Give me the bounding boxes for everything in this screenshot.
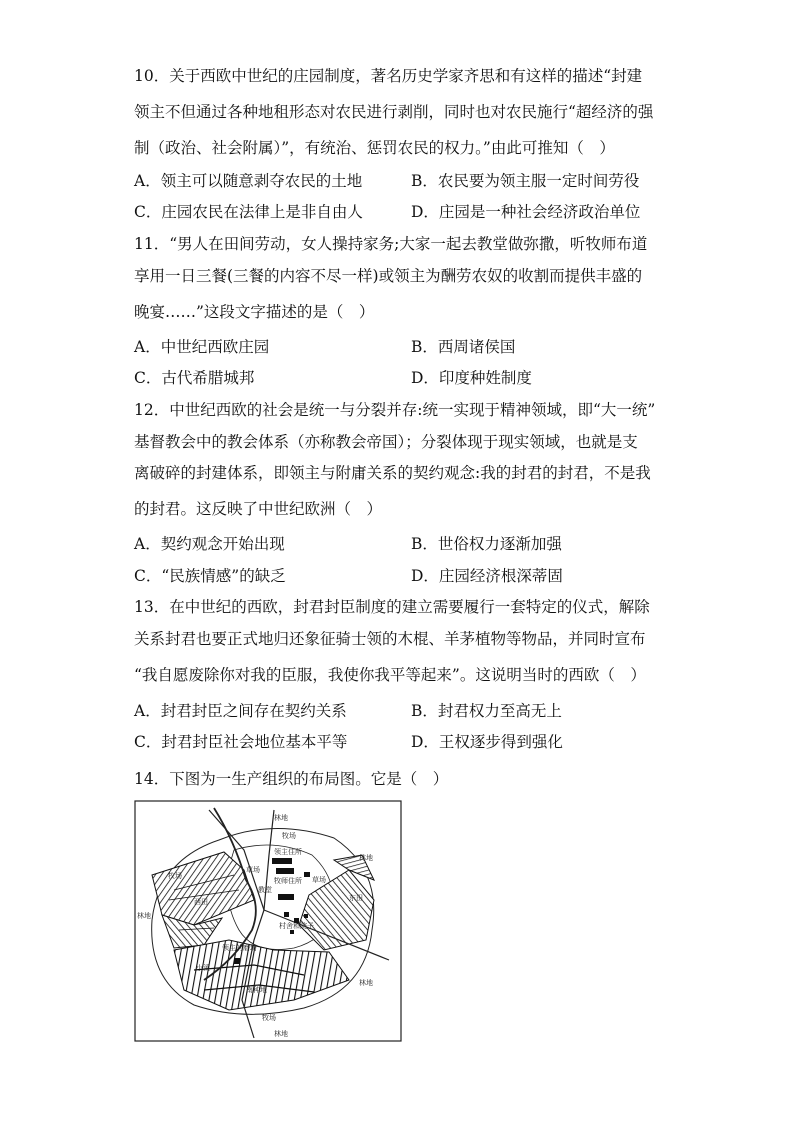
q12-option-a[interactable]: A．契约观念开始出现	[134, 535, 285, 553]
label-pasture-left: 牧场	[168, 872, 182, 880]
q13-option-c[interactable]: C．封君封臣社会地位基本平等	[134, 733, 348, 751]
label-forest-right: 林地	[359, 854, 373, 862]
church	[278, 894, 294, 900]
label-village: 村舍和院子	[279, 922, 314, 930]
cottage-4	[290, 930, 294, 934]
label-forest-bottom-right: 林地	[359, 979, 373, 987]
manor-layout-map	[134, 800, 404, 1044]
q10-option-a[interactable]: A．领主可以随意剥夺农民的土地	[134, 172, 363, 190]
mill	[234, 958, 240, 964]
label-pasture-bottom: 牧场	[262, 1014, 276, 1022]
q13-stem-line2: 关系封君也要正式地归还象征骑士领的木棍、羊茅植物等物品，并同时宣布	[134, 630, 646, 648]
cottage-1	[284, 912, 289, 917]
q10-stem-line2: 领主不但通过各种地租形态对农民进行剥削，同时也对农民施行“超经济的强	[134, 103, 654, 121]
q11-option-d[interactable]: D．印度种姓制度	[411, 369, 532, 387]
q11-stem-line1: 11．“男人在田间劳动，女人操持家务;大家一起去教堂做弥撒，听牧师布道	[134, 235, 648, 253]
label-east-field: 东田	[349, 894, 363, 902]
q10-option-d[interactable]: D．庄园是一种社会经济政治单位	[411, 203, 641, 221]
q12-option-d[interactable]: D．庄园经济根深蒂固	[411, 567, 563, 585]
q11-option-a[interactable]: A．中世纪西欧庄园	[134, 338, 270, 356]
q13-stem-line1: 13．在中世纪的西欧，封君封臣制度的建立需要履行一套特定的仪式，解除	[134, 598, 650, 616]
label-south-field: 南种地	[246, 986, 267, 994]
q11-option-c[interactable]: C．古代希腊城邦	[134, 369, 255, 387]
q10-option-b[interactable]: B．农民要为领主服一定时间劳役	[411, 172, 640, 190]
q10-stem-line1: 10．关于西欧中世纪的庄园制度，著名历史学家齐思和有这样的描述“封建	[134, 67, 643, 85]
q13-option-d[interactable]: D．王权逐步得到强化	[411, 733, 563, 751]
q12-stem-line2: 基督教会中的教会体系（亦称教会帝国）；分裂体现于现实领域，也就是支	[134, 433, 638, 451]
label-forest-top: 林地	[274, 814, 288, 822]
q12-stem-line3: 离破碎的封建体系，即领主与附庸关系的契约观念:我的封君的封君，不是我	[134, 464, 651, 482]
q13-stem-line3: “我自愿废除你对我的臣服，我使你我平等起来”。这说明当时的西欧（ ）	[134, 666, 646, 684]
label-meadow-right: 草场	[312, 876, 326, 884]
label-priest-house: 牧师住所	[274, 877, 302, 885]
priest-house	[304, 872, 310, 877]
q12-option-b[interactable]: B．世俗权力逐渐加强	[411, 535, 562, 553]
q13-option-b[interactable]: B．封君权力至高无上	[411, 702, 562, 720]
label-forest-left: 林地	[137, 912, 151, 920]
label-manor-house: 领主住所	[274, 848, 302, 856]
label-stream: 小溪	[196, 964, 210, 972]
q14-stem-line1: 14．下图为一生产组织的布局图。它是（ ）	[134, 770, 449, 788]
label-meadow-left: 草场	[246, 866, 260, 874]
manor-house-2	[276, 868, 294, 874]
q11-stem-line3: 晚宴……”这段文字描述的是（ ）	[134, 303, 375, 321]
q10-option-c[interactable]: C．庄园农民在法律上是非自由人	[134, 203, 363, 221]
label-church: 教堂	[258, 886, 272, 894]
q11-option-b[interactable]: B．西周诸侯国	[411, 338, 516, 356]
q12-option-c[interactable]: C．“民族情感”的缺乏	[134, 567, 286, 585]
q11-stem-line2: 享用一日三餐(三餐的内容不尽一样)或领主为酬劳农奴的收割而提供丰盛的	[134, 267, 643, 285]
label-mill: 领主的磨坊	[222, 944, 257, 952]
label-forest-bottom: 林地	[274, 1030, 288, 1038]
label-pasture-top: 牧场	[282, 832, 296, 840]
label-west-field: 西田	[194, 898, 208, 906]
q12-stem-line1: 12．中世纪西欧的社会是统一与分裂并存:统一实现于精神领域，即“大一统”	[134, 401, 656, 419]
cottage-3	[304, 914, 308, 918]
manor-house	[272, 858, 292, 864]
q13-option-a[interactable]: A．封君封臣之间存在契约关系	[134, 702, 347, 720]
q10-stem-line3: 制（政治、社会附属）”，有统治、惩罚农民的权力。”由此可推知（ ）	[134, 139, 615, 157]
q12-stem-line4: 的封君。这反映了中世纪欧洲（ ）	[134, 500, 383, 518]
